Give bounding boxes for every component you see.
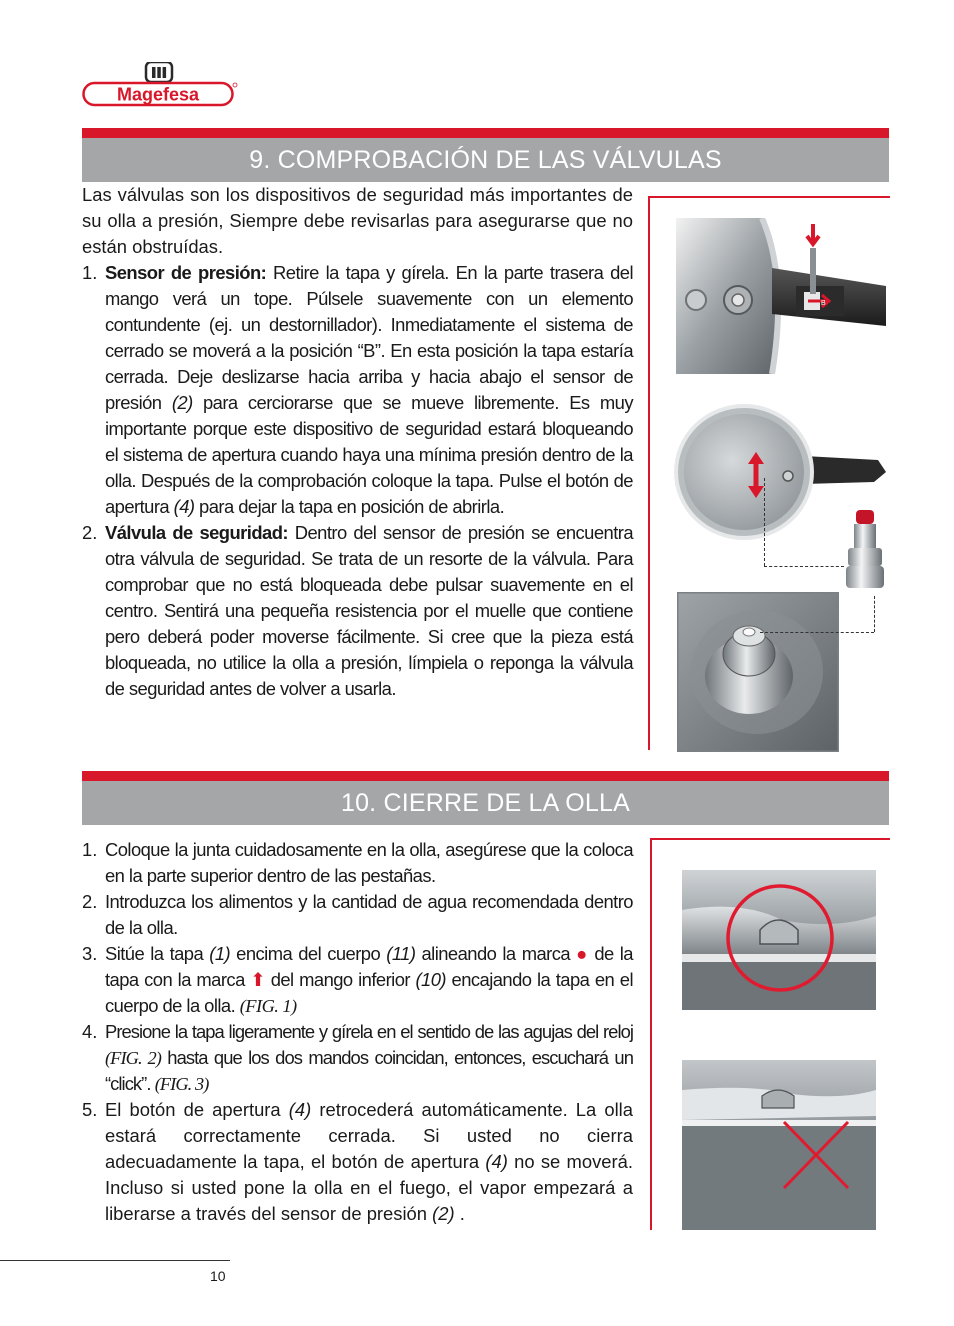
item-text: encajando la tapa en el cuerpo de la olla. [105,969,633,1016]
fig-ref: (FIG. 3) [154,1074,209,1094]
valve-closeup-photo [677,592,839,752]
footer-rule [0,1260,230,1261]
red-dot-mark-icon: ● [576,943,589,964]
item-text: encima del cuerpo [230,943,387,964]
item-text: de la tapa con la marca [105,943,633,990]
item-text: Sitúe la tapa [105,943,210,964]
item-number: 1. [82,839,98,860]
item-ref: (4) [485,1151,508,1172]
correct-closing-photo [682,870,876,1010]
section10-title: 10. CIERRE DE LA OLLA [82,781,889,825]
item-text: hasta que los dos mandos coincidan, entonces, escuchará un “click”. [105,1047,633,1094]
section9-item-1 [82,260,633,520]
item-text: El botón de apertura [105,1099,289,1120]
item-number: 1. [82,262,98,283]
item-number: 4. [82,1021,98,1042]
item-number: 3. [82,943,98,964]
item-ref: (2) [171,392,193,413]
item-number: 5. [82,1099,98,1120]
leader-line [764,566,844,567]
item-text: Dentro del sensor de presión se encuentra otra válvula de seguridad. Se trata de un resorte de la válvula. Para comprobar que no está bloqueada debe pulsar suavemente en el centro. Sentirá una pequeña resistencia por el muelle que contiene pero deberá poder moverse fácilmente. Si cree que la pieza está bloqueada, no utilice la olla a presión, límpiela o reponga la válvula de seguridad antes de volver a usarla. [105,522,634,699]
section9-body [82,182,633,702]
pressure-sensor-photo [676,218,886,374]
leader-line [764,478,765,566]
incorrect-closing-photo [682,1060,876,1230]
safety-valve-part-photo [842,504,888,600]
item-text: Introduzca los alimentos y la cantidad de agua recomendada dentro de la olla. [105,891,633,938]
fig-ref: (FIG. 2) [105,1048,161,1068]
section9-item-2 [82,520,633,702]
item-text: retrocederá automáticamente. La olla estará correctamente cerrada. Si usted no cierra adecuadamente la tapa, el botón de apertura [105,1099,633,1172]
section10-item-1 [82,837,633,889]
item-text: . [454,1203,465,1224]
item-ref: (4) [288,1099,312,1120]
item-text: Coloque la junta cuidadosamente en la olla, asegúrese que la coloca en la parte superior dentro de las pestañas. [105,839,633,886]
section10-body [82,837,633,1227]
item-ref: (10) [415,969,446,990]
page-number: 10 [210,1268,226,1284]
item-ref: (1) [209,943,231,964]
leader-line [874,596,875,632]
item-label: Válvula de seguridad: [105,522,288,543]
item-ref: (2) [432,1203,455,1224]
item-text: Presione la tapa ligeramente y gírela en el sentido de las agujas del reloj [105,1021,633,1042]
leader-line [760,632,874,633]
item-text: no se moverá. Incluso si usted pone la olla en el fuego, el vapor empezará a liberarse a través del sensor de presión [105,1151,633,1224]
svg-text:Magefesa: Magefesa [116,84,200,105]
item-label: Sensor de presión: [105,262,267,283]
red-arrow-mark-icon: ⬆ [250,969,266,990]
item-text: Retire la tapa y gírela. En la parte trasera del mango verá un tope. Púlsele suavemente con un elemento contundente (ej. un destornillador). Inmediatamente el sistema de cerrado se moverá a la posición “B”. En esta posición la tapa estaría cerrada. Deje deslizarse hacia arriba y hacia abajo el sensor de presión [105,262,633,413]
section10-red-bar [82,771,889,781]
item-number: 2. [82,891,98,912]
section9-red-bar [82,128,889,138]
item-text: para cerciorarse que se mueve libremente. Es muy importante porque este dispositivo de seguridad estará bloqueando el sistema de apertura cuando haya una mínima presión dentro de la olla. Después de la comprobación coloque la tapa. Pulse el botón de apertura [105,392,633,517]
item-text: para dejar la tapa en posición de abrirla. [194,496,505,517]
section9-title: 9. COMPROBACIÓN DE LAS VÁLVULAS [82,138,889,182]
section9-intro: Las válvulas son los dispositivos de seguridad más importantes de su olla a presión, Siempre debe revisarlas para asegurarse que no están obstruídas. [82,184,633,257]
section10-item-4 [82,1019,633,1097]
position-b-label: B [821,300,826,307]
section10-item-3 [82,941,633,1019]
fig-ref: (FIG. 1) [239,996,297,1016]
magefesa-logo [82,62,238,108]
item-number: 2. [82,522,98,543]
section10-item-2 [82,889,633,941]
item-ref: (11) [386,943,416,964]
section10-item-5 [82,1097,633,1227]
item-text: del mango inferior [265,969,416,990]
item-ref: (4) [173,496,195,517]
item-text: alineando la marca [415,943,577,964]
